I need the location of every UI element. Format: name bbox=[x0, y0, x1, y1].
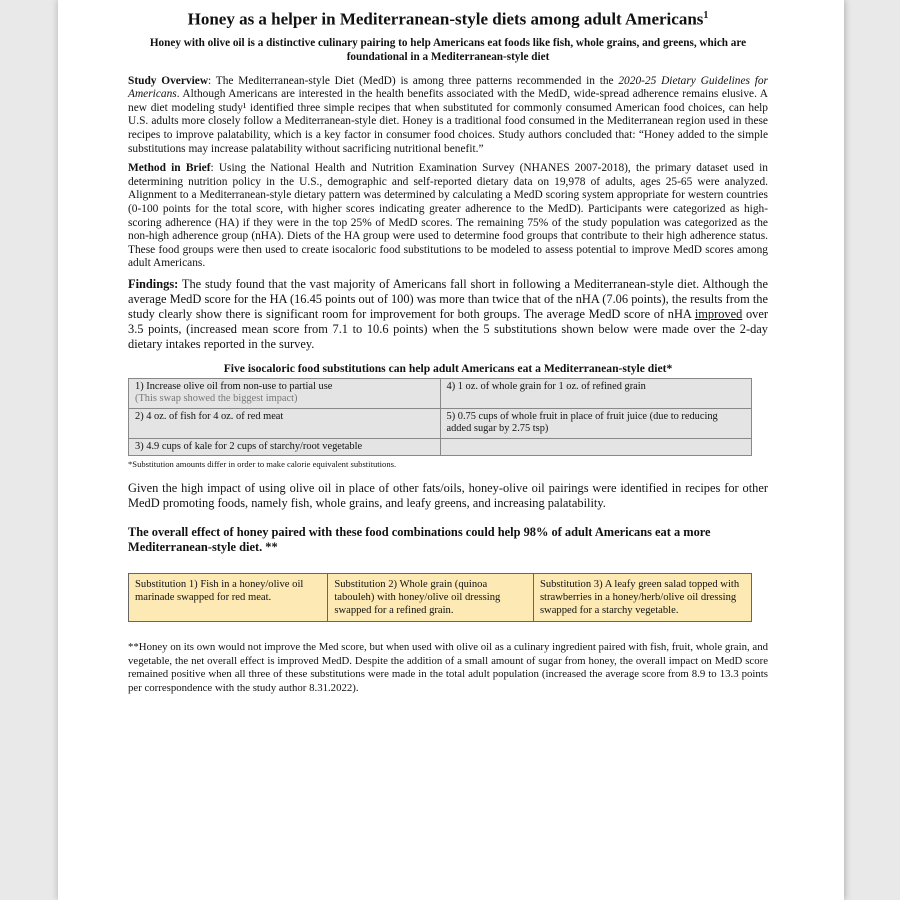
table-cell: 2) 4 oz. of fish for 4 oz. of red meat bbox=[129, 408, 441, 438]
method-paragraph bbox=[128, 162, 768, 271]
study-overview-text-2: . Although Americans are interested in the health benefits associated with the MedD, wide-spread adherence remains elusive. A new diet modeling study¹ identified three simple recipes that when substituted for commonly consumed American food choices, can help U.S. adults more closely follow a Mediterranean-style diet. Honey is a traditional food consumed in the Mediterranean region used in these recipes to improve palatability, which is a key factor in consumer food choices. Study authors concluded that: “Honey added to the simple substitutions may increase palatability without sacrificing nutritional benefit.” bbox=[128, 88, 768, 155]
table-cell bbox=[440, 438, 752, 456]
honey-substitution-1: Substitution 1) Fish in a honey/olive oil marinade swapped for red meat. bbox=[129, 574, 328, 622]
dietary-guidelines-title: 2020-25 Dietary Guidelines for Americans bbox=[128, 74, 768, 101]
findings-paragraph bbox=[128, 277, 768, 352]
table-cell bbox=[129, 378, 441, 408]
findings-text-1: The study found that the vast majority of Americans fall short in following a Mediterranean-style diet. Although the average MedD score for the HA (16.45 points out of 100) was more than twice that of the nHA (7.06 points), the results from the study clearly show there is significant room for improvement for both groups. The average MedD score of nHA bbox=[128, 276, 768, 321]
honey-substitution-2: Substitution 2) Whole grain (quinoa tabouleh) with honey/olive oil dressing swapped for a refined grain. bbox=[328, 574, 534, 622]
title-superscript: 1 bbox=[703, 10, 709, 21]
study-overview-text-1: : The Mediterranean-style Diet (MedD) is among three patterns recommended in the bbox=[208, 74, 619, 87]
given-paragraph: Given the high impact of using olive oil in place of other fats/oils, honey-olive oil pairings were identified in recipes for other MedD promoting foods, namely fish, whole grains, and leafy greens, and increasing palatability. bbox=[128, 481, 768, 511]
honey-substitutions-table bbox=[128, 573, 752, 622]
document-title bbox=[128, 6, 768, 30]
title-text: Honey as a helper in Mediterranean-style diets among adult Americans bbox=[187, 9, 704, 29]
document-page bbox=[58, 0, 844, 900]
substitutions-table bbox=[128, 378, 752, 457]
method-label: Method in Brief bbox=[128, 162, 211, 175]
document-content bbox=[128, 6, 768, 701]
overall-effect-heading: The overall effect of honey paired with these food combinations could help 98% of adult Americans eat a more Mediterranean-style diet. ** bbox=[128, 525, 711, 555]
table-cell: 4) 1 oz. of whole grain for 1 oz. of refined grain bbox=[440, 378, 752, 408]
table-cell: 3) 4.9 cups of kale for 2 cups of starchy/root vegetable bbox=[129, 438, 441, 456]
findings-underlined-word: improved bbox=[694, 306, 743, 321]
substitutions-footnote: *Substitution amounts differ in order to make calorie equivalent substitutions. bbox=[128, 459, 397, 470]
document-subtitle: Honey with olive oil is a distinctive culinary pairing to help Americans eat foods like fish, whole grains, and greens, which are foundational in a Mediterranean-style diet bbox=[149, 36, 747, 63]
findings-text-2: over 3.5 points, (increased mean score from 7.1 to 10.6 points) when the 5 substitutions shown below were made over the 2-day dietary intakes reported in the survey. bbox=[128, 306, 768, 351]
table-row bbox=[129, 438, 752, 456]
substitution-1-note: (This swap showed the biggest impact) bbox=[135, 393, 298, 405]
substitution-1-text: 1) Increase olive oil from non-use to partial use bbox=[135, 380, 333, 392]
final-footnote: **Honey on its own would not improve the Med score, but when used with olive oil as a culinary ingredient paired with fish, fruit, whole grain, and vegetable, the net overall effect is improved MedD. Despite the addition of a small amount of sugar from honey, the overall impact on MedD score remained positive when all three of these substitutions were made in the total adult population (increased the average score from 8.9 to 13.3 points per correspondence with the study author 8.31.2022). bbox=[128, 641, 768, 694]
table-row bbox=[129, 378, 752, 408]
method-text: : Using the National Health and Nutrition Examination Survey (NHANES 2007-2018), the primary dataset used in determining nutrition policy in the U.S., demographic and self-reported dietary data on 19,978 of adults, ages 25-65 were analyzed. Alignment to a Mediterranean-style dietary pattern was determined by calculating a MedD scoring system appropriate for western countries (0-100 points for the total score, with higher scores indicating greater adherence to the MedD). Participants were categorized as high-scoring adherence (HA) if they were in the top 25% of MedD scores. The remaining 75% of the study population was categorized as the non-high adherence group (nHA). Diets of the HA group were used to determine food groups that contribute to their high adherence status. These food groups were then used to create isocaloric food substitutions to be modeled to assess potential to improve MedD scores among adult Americans. bbox=[128, 162, 768, 270]
study-overview-paragraph bbox=[128, 75, 768, 157]
honey-substitution-3: Substitution 3) A leafy green salad topped with strawberries in a honey/herb/olive oil dressing swapped for a starchy vegetable. bbox=[533, 574, 751, 622]
table-cell: 5) 0.75 cups of whole fruit in place of fruit juice (due to reducing added sugar by 2.75 tsp) bbox=[440, 408, 752, 438]
study-overview-label: Study Overview bbox=[128, 74, 209, 87]
table-row bbox=[129, 408, 752, 438]
substitutions-table-caption: Five isocaloric food substitutions can help adult Americans eat a Mediterranean-style diet* bbox=[223, 361, 673, 375]
findings-label: Findings: bbox=[128, 276, 179, 291]
table-row bbox=[129, 574, 752, 622]
